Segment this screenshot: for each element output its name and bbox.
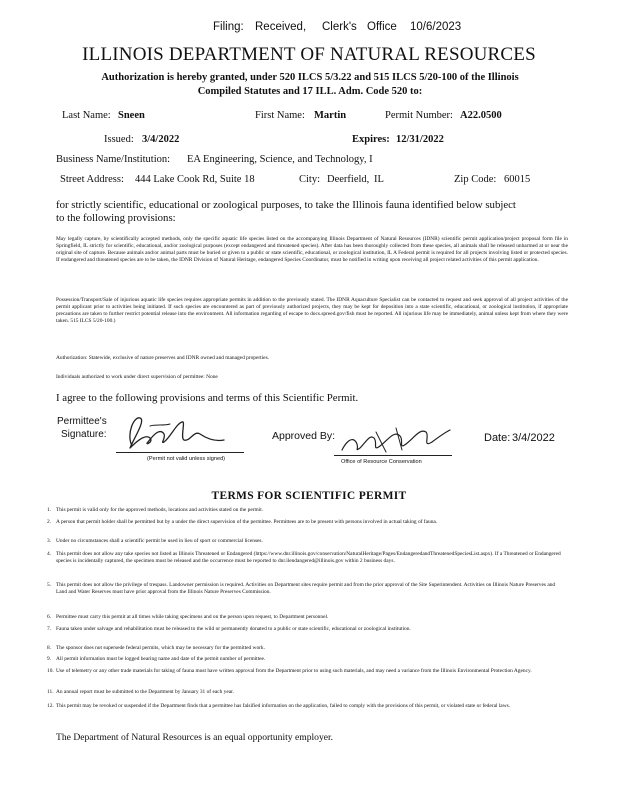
permittee-signature-label-2: Signature: <box>61 429 107 440</box>
permit-number-label: Permit Number: <box>385 110 453 121</box>
business-value: EA Engineering, Science, and Technology, I <box>187 154 373 165</box>
permittee-signature-caption: (Permit not valid unless signed) <box>147 456 226 462</box>
term-text: Under no circumstances shall a scientific permit be used in lieu of sport or commercial licenses. <box>56 538 263 544</box>
city-value: Deerfield, <box>327 174 370 185</box>
approver-caption: Office of Resource Conservation <box>341 459 422 465</box>
approver-signature-line <box>334 455 452 456</box>
permittee-signature-line <box>116 452 244 453</box>
issued-label: Issued: <box>104 134 134 145</box>
term-number: 3. <box>47 538 52 544</box>
term-number: 8. <box>47 645 52 651</box>
filing-status: Received, <box>255 21 307 33</box>
term-number: 5. <box>47 582 52 588</box>
purpose-line-2: to the following provisions: <box>56 212 176 224</box>
term-number: 7. <box>47 626 52 632</box>
filing-date: 10/6/2023 <box>410 21 462 33</box>
approved-by-label: Approved By: <box>272 430 336 442</box>
provision-individuals: Individuals authorized to work under direct supervision of permittee: None <box>56 374 218 380</box>
term-item <box>47 538 566 545</box>
term-text: A person that permit holder shall be permitted but by a under the direct supervision of the permittee. Permittees are to be present with persons involved in actual taking of fauna. <box>56 519 438 525</box>
term-item <box>47 626 566 633</box>
authorization-line-2: Compiled Statutes and 17 ILL. Adm. Code 520 to: <box>197 86 423 97</box>
term-number: 6. <box>47 614 52 620</box>
term-number: 4. <box>47 551 52 557</box>
term-number: 2. <box>47 519 52 525</box>
zip-value: 60015 <box>504 174 531 185</box>
term-item <box>47 689 566 696</box>
street-value: 444 Lake Cook Rd, Suite 18 <box>135 174 255 185</box>
term-text: Use of telemetry or any other trade materials for taking of fauna must have written approval from the Department prior to using such materials, and may need a variance from the Illinois Environmental Protection Agency. <box>56 668 532 674</box>
term-item <box>47 519 566 526</box>
page-title: ILLINOIS DEPARTMENT OF NATURAL RESOURCES <box>82 44 536 65</box>
agreement-text: I agree to the following provisions and terms of this Scientific Permit. <box>56 392 359 404</box>
street-label: Street Address: <box>60 174 124 185</box>
expires-label: Expires: <box>352 134 390 145</box>
term-text: This permit does not allow the privilege of trespass. Landowner permission is required. Activities on Department sites require permit and from the prior approval of the Site Superintendent. Activities on Illinois Nature Preserves and Land and Water Reserves must have prior approval from the Illinois Nature Preserves Commission. <box>56 582 556 595</box>
term-number: 10. <box>47 668 54 674</box>
last-name-value: Sneen <box>118 110 145 121</box>
term-item <box>47 656 566 663</box>
first-name-label: First Name: <box>255 110 305 121</box>
term-item <box>47 703 566 710</box>
term-item <box>47 551 566 565</box>
term-number: 9. <box>47 656 52 662</box>
first-name-value: Martin <box>314 110 347 121</box>
term-text: This permit is valid only for the approved methods, locations and activities stated on the permit. <box>56 507 264 513</box>
approval-date-label: Date: <box>484 432 511 444</box>
permittee-signature-label-1: Permittee's <box>57 416 107 427</box>
business-label: Business Name/Institution: <box>56 154 171 165</box>
term-item <box>47 668 566 675</box>
term-number: 1. <box>47 507 52 513</box>
term-text: This permit may be revoked or suspended if the Department finds that a permittee has falsified information on the application, failed to comply with the provisions of this permit, or violated state or federal laws. <box>56 703 511 709</box>
term-item <box>47 614 566 621</box>
filing-label: Filing: <box>213 21 244 33</box>
term-text: An annual report must be submitted to the Department by January 31 of each year. <box>56 689 234 695</box>
authorization-line-1: Authorization is hereby granted, under 520 ILCS 5/3.22 and 515 ILCS 5/20-100 of the Illinois <box>101 72 519 83</box>
term-text: All permit information must be logged bearing name and date of the permit number of permittee. <box>56 656 266 662</box>
term-number: 12. <box>47 703 54 709</box>
provision-authorization: Authorization: Statewide, exclusive of nature preserves and IDNR owned and managed properties. <box>56 355 270 361</box>
term-item <box>47 582 566 596</box>
purpose-line-1: for strictly scientific, educational or zoological purposes, to take the Illinois fauna identified below subject <box>56 199 516 211</box>
provision-paragraph-2: Possession/Transport/Sale of injurious aquatic life species requires appropriate permits in addition to the previously stated. The IDNR Aquaculture Specialist can be contacted to request and seek approval of all project activities of the permit applicant prior to activities being initiated. If such species are encountered as part of previously authorized projects, they may be kept for deposition into a state scientific, educational, or zoological institution, if appropriate precautions are taken to further restrict potential release into the environment. All information regarding of escape to docs.spreed.gov/fish must be reported. All injurious life may be immediately, animal unless kept from where they were taken. 515 ILCS 5/20-100.) <box>56 297 568 324</box>
term-text: Fauna taken under salvage and rehabilitation must be released to the wild or permanently donated to a public or state scientific, educational or zoological institution. <box>56 626 411 632</box>
terms-heading: TERMS FOR SCIENTIFIC PERMIT <box>211 490 407 502</box>
permit-number-value: A22.0500 <box>460 110 502 121</box>
term-number: 11. <box>47 689 54 695</box>
term-text: This permit does not allow any take species not listed as Illinois Threatened or Endangered (https://www.dnr.illinois.gov/conservation/NaturalHeritage/Pages/EndangeredandThreatenedSpeciesList.aspx). If a Threatened or Endangered species is incidentally captured, the specimen must be released and the occurrence must be reported to dnr.ilendangered@illinois.gov within 2 business days. <box>56 551 561 564</box>
term-item <box>47 645 566 652</box>
provision-paragraph-1: May legally capture, by scientifically accepted methods, only the specific aquatic life species listed on the accompanying Illinois Department of Natural Resources (IDNR) scientific permit application/project proposal form file in Springfield, IL strictly for scientific, educational, and/or zoological purposes (except endangered and threatened species). After data has been thoroughly collected from these species, all animals shall be released unharmed at or near the original site of capture. Because animals and/or animal parts must be buried or given to a public or state scientific, educational, or zoological institution, IL A Federal permit is required for all projects involving listed or protected species. If endangered and threatened species are to be taken, the IDNR Division of Natural Heritage, endangered Species Coordinator, must be notified in writing upon receiving all project related activities of this permit application. <box>56 236 568 263</box>
term-item <box>47 507 566 514</box>
footer-statement: The Department of Natural Resources is an equal opportunity employer. <box>56 732 334 743</box>
issued-value: 3/4/2022 <box>142 134 180 145</box>
expires-value: 12/31/2022 <box>396 134 444 145</box>
city-label: City: <box>299 174 321 185</box>
state-value: IL <box>374 174 384 185</box>
approver-signature <box>336 422 456 458</box>
filing-office: Clerk's <box>322 21 357 33</box>
approval-date-value: 3/4/2022 <box>512 432 555 444</box>
permittee-signature <box>120 404 230 454</box>
last-name-label: Last Name: <box>62 110 111 121</box>
filing-office-word: Office <box>367 21 397 33</box>
term-text: The sponsor does not supersede federal permits, which may be necessary for the permitted work. <box>56 645 265 651</box>
zip-label: Zip Code: <box>454 174 497 185</box>
term-text: Permittee must carry this permit at all times while taking specimens and on the person upon request, to Department personnel. <box>56 614 329 620</box>
